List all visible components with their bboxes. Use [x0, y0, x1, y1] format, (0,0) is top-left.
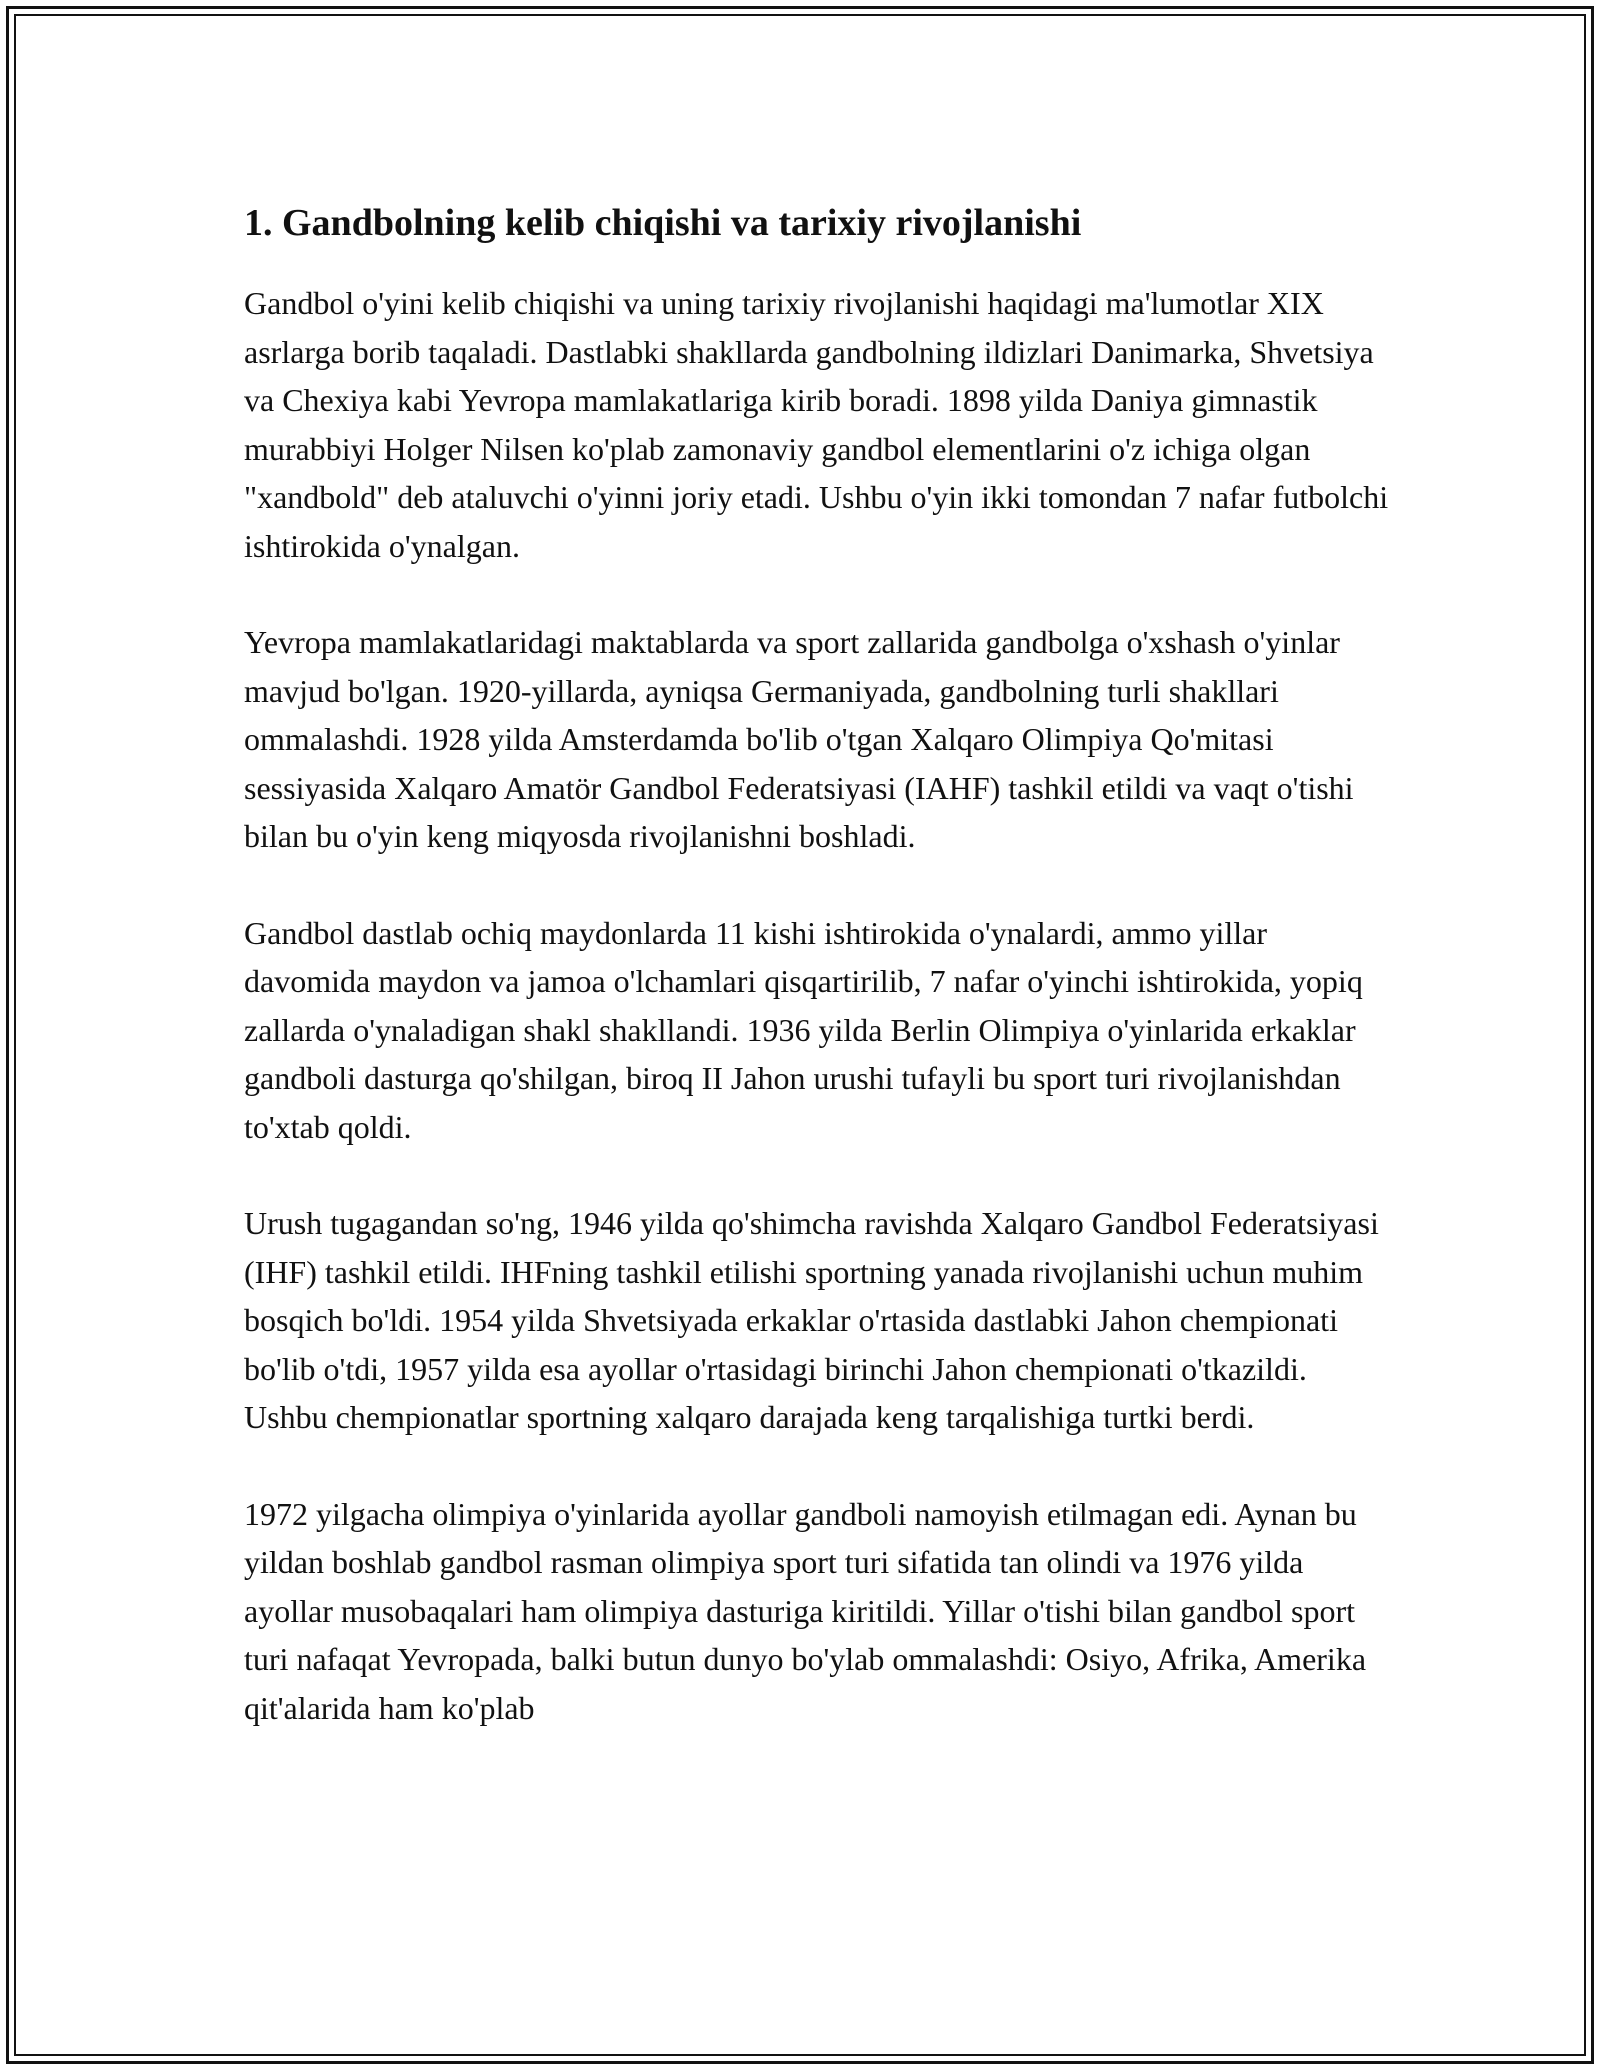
paragraph-2: Yevropa mamlakatlaridagi maktablarda va sport zallarida gandbolga o'xshash o'yinlar mavjud bo'lgan. 1920-yillarda, ayniqsa Germaniyada, gandbolning turli shakllari ommalashdi. 1928 yilda Amsterdamda bo'lib o'tgan Xalqaro Olimpiya Qo'mitasi sessiyasida Xalqaro Amatör Gandbol Federatsiyasi (IAHF) tashkil etildi va vaqt o'tishi bilan bu o'yin keng miqyosda rivojlanishni boshladi.	[244, 624, 1354, 854]
page-frame	[6, 6, 1594, 2064]
document-content	[244, 197, 1394, 1780]
section-title: 1. Gandbolning kelib chiqishi va tarixiy rivojlanishi	[244, 202, 1082, 244]
paragraph-5: 1972 yilgacha olimpiya o'yinlarida ayollar gandboli namoyish etilmagan edi. Aynan bu yildan boshlab gandbol rasman olimpiya sport turi sifatida tan olindi va 1976 yilda ayollar musobaqalari ham olimpiya dasturiga kiritildi. Yillar o'tishi bilan gandbol sport turi nafaqat Yevropada, balki butun dunyo bo'ylab ommalashdi: Osiyo, Afrika, Amerika qit'alarida ham ko'plab	[244, 1495, 1367, 1726]
paragraph-1: Gandbol o'yini kelib chiqishi va uning tarixiy rivojlanishi haqidagi ma'lumotlar XIX asrlarga borib taqaladi. Dastlabki shakllarda gandbolning ildizlari Danimarka, Shvetsiya va Chexiya kabi Yevropa mamlakatlariga kirib boradi. 1898 yilda Daniya gimnastik murabbiyi Holger Nilsen ko'plab zamonaviy gandbol elementlarini o'z ichiga olgan "xandbold" deb ataluvchi o'yinni joriy etadi. Ushbu o'yin ikki tomondan 7 nafar futbolchi ishtirokida o'ynalgan.	[244, 285, 1389, 564]
paragraph-3: Gandbol dastlab ochiq maydonlarda 11 kishi ishtirokida o'ynalardi, ammo yillar davomida maydon va jamoa o'lchamlari qisqartirilib, 7 nafar o'yinchi ishtirokida, yopiq zallarda o'ynaladigan shakl shakllandi. 1936 yilda Berlin Olimpiya o'yinlarida erkaklar gandboli dasturga qo'shilgan, biroq II Jahon urushi tufayli bu sport turi rivojlanishdan to'xtab qoldi.	[244, 914, 1363, 1145]
paragraph-4: Urush tugagandan so'ng, 1946 yilda qo'shimcha ravishda Xalqaro Gandbol Federatsiyasi (IHF) tashkil etildi. IHFning tashkil etilishi sportning yanada rivojlanishi uchun muhim bosqich bo'ldi. 1954 yilda Shvetsiyada erkaklar o'rtasida dastlabki Jahon chempionati bo'lib o'tdi, 1957 yilda esa ayollar o'rtasidagi birinchi Jahon chempionati o'tkazildi. Ushbu chempionatlar sportning xalqaro darajada keng tarqalishiga turtki berdi.	[244, 1205, 1379, 1435]
